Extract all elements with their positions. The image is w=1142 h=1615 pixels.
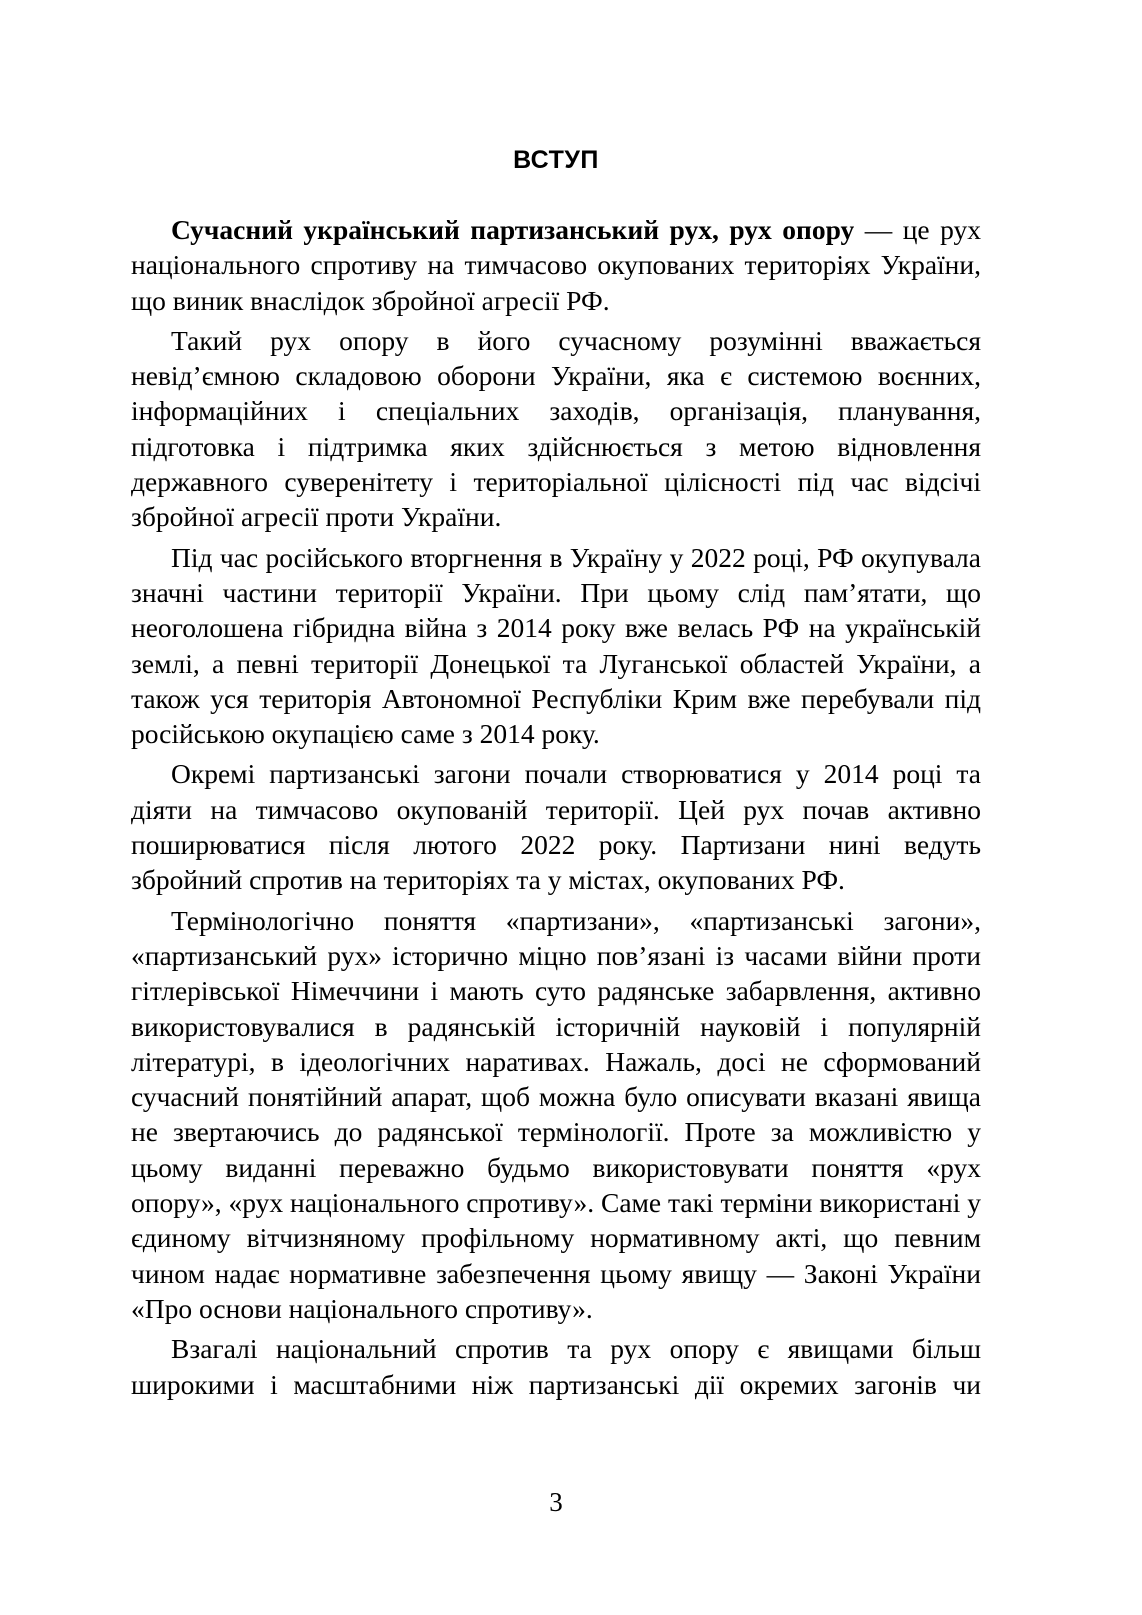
paragraph-text: — це рух національного спротиву на тимчасово окупованих територіях України, що виник внаслідок збройної агресії РФ. — [131, 214, 981, 316]
body-text — [131, 212, 981, 1402]
page-number: 3 — [549, 1487, 563, 1517]
paragraph-3: Під час російського вторгнення в Україну у 2022 році, РФ окупувала значні частини території України. При цьому слід пам’ятати, що неоголошена гібридна війна з 2014 року вже велась РФ на українській землі, а певні території Донецької та Луганської областей України, а також уся територія Автономної Республіки Крим вже перебували під російською окупацією саме з 2014 року. — [131, 541, 981, 750]
document-page — [131, 0, 981, 1615]
paragraph-4: Окремі партизанські загони почали створюватися у 2014 році та діяти на тимчасово окупованій території. Цей рух почав активно поширюватися після лютого 2022 року. Партизани нині ведуть збройний спротив на територіях та у містах, окупованих РФ. — [131, 758, 981, 896]
paragraph-bold-lead: Сучасний український партизанський рух, рух опору — [171, 214, 855, 245]
paragraph-6: Взагалі національний спротив та рух опору є явищами більш широкими і масштабними ніж партизанські дії окремих загонів чи — [131, 1333, 981, 1400]
paragraph-5: Термінологічно поняття «партизани», «партизанські загони», «партизанський рух» історично міцно пов’язані із часами війни проти гітлерівської Німеччини і мають суто радянське забарвлення, активно використовувалися в радянській історичній науковій і популярній літературі, в ідеологічних наративах. Нажаль, досі не сформований сучасний понятійний апарат, щоб можна було описувати вказані явища не звертаючись до радянської термінології. Проте за можливістю у цьому виданні переважно будьмо використовувати поняття «рух опору», «рух національного спротиву». Саме такі терміни використані у єдиному вітчизняному профільному нормативному акті, що певним чином надає нормативне забезпечення цьому явищу — Законі України «Про основи національного спротиву». — [131, 904, 981, 1324]
section-heading: ВСТУП — [513, 146, 599, 174]
paragraph-1 — [131, 212, 981, 318]
paragraph-2: Такий рух опору в його сучасному розумінні вважається невід’ємною складовою оборони України, яка є системою воєнних, інформаційних і спеціальних заходів, організація, планування, підготовка і підтримка яких здійснюється з метою відновлення державного суверенітету і територіальної цілісності під час відсічі збройної агресії проти України. — [131, 324, 981, 533]
